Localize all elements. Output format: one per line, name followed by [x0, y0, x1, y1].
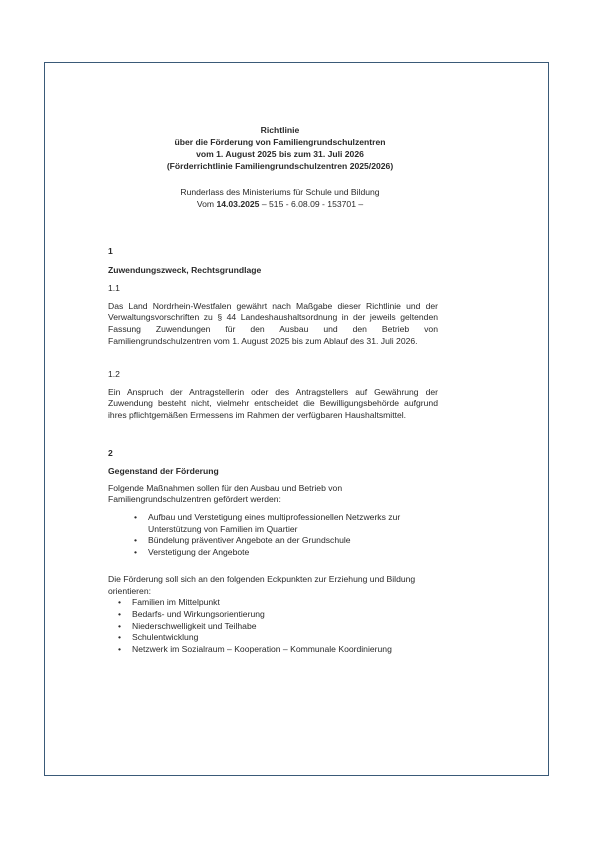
section-1-1-number: 1.1	[108, 283, 120, 294]
list-item: • Aufbau und Verstetigung eines multiprofessionellen Netzwerks zur Unterstützung von Familien im Quartier	[134, 511, 401, 534]
section-1-title: Zuwendungszweck, Rechtsgrundlage	[108, 264, 262, 275]
section-1-1-text: Das Land Nordrhein-Westfalen gewährt nach Maßgabe dieser Richtlinie und der Verwaltungsvorschriften zu § 44 Landeshaushaltsordnung in der jeweils geltenden Fassung Zuwendungen für den Ausbau und den Betrieb von Familiengrundschulzentren vom 1. August 2025 bis zum Ablauf des 31. Juli 2026.	[108, 300, 438, 346]
section-1-number: 1	[108, 246, 113, 256]
list-item: • Bedarfs- und Wirkungsorientierung	[118, 609, 265, 620]
subtitle-date: 14.03.2025	[216, 199, 260, 209]
bullet-icon: •	[134, 511, 138, 522]
subtitle-prefix: Vom	[196, 199, 217, 209]
list-item: • Niederschwelligkeit und Teilhabe	[118, 620, 257, 631]
document-page	[108, 124, 438, 655]
section-2-focus-intro: Die Förderung soll sich an den folgenden Eckpunkten zur Erziehung und Bildung orientieren:	[108, 574, 416, 596]
section-2-intro: Folgende Maßnahmen sollen für den Ausbau und Betrieb von Familiengrundschulzentren gefördert werden:	[108, 482, 343, 505]
title-line-2: über die Förderung von Familiengrundschulzentren	[174, 137, 386, 147]
bullet-icon: •	[134, 535, 138, 546]
subtitle-reference: – 515 - 6.08.09 - 153701 –	[259, 199, 364, 209]
document-title	[122, 124, 438, 172]
subtitle-line-2	[122, 198, 438, 210]
bullet-icon: •	[118, 632, 122, 643]
list-item: • Verstetigung der Angebote	[134, 546, 250, 557]
section-1-2-text: Ein Anspruch der Antragstellerin oder des Antragstellers auf Gewährung der Zuwendung besteht nicht, vielmehr entscheidet die Bewilligungsbehörde aufgrund ihres pflichtgemäßen Ermessens im Rahmen der verfügbaren Haushaltsmittel.	[108, 386, 438, 420]
bullet-icon: •	[118, 643, 122, 654]
list-item: • Bündelung präventiver Angebote an der Grundschule	[134, 535, 351, 546]
bullet-icon: •	[118, 620, 122, 631]
bullet-icon: •	[118, 609, 122, 620]
list-item: • Familien im Mittelpunkt	[118, 597, 220, 608]
focus-points-list	[108, 597, 438, 655]
bullet-icon: •	[134, 546, 138, 557]
section-2-title: Gegenstand der Förderung	[108, 466, 219, 477]
subtitle-line-1: Runderlass des Ministeriums für Schule und Bildung	[180, 187, 380, 197]
list-item: • Netzwerk im Sozialraum – Kooperation – Kommunale Koordinierung	[118, 643, 392, 654]
title-line-3: vom 1. August 2025 bis zum 31. Juli 2026	[196, 149, 364, 159]
list-item: • Schulentwicklung	[118, 632, 199, 643]
section-2-number: 2	[108, 447, 113, 458]
measures-list	[108, 512, 438, 558]
document-subtitle	[122, 186, 438, 210]
title-line-4: (Förderrichtlinie Familiengrundschulzentren 2025/2026)	[166, 161, 394, 171]
title-line-1: Richtlinie	[260, 125, 300, 135]
section-1-2-number: 1.2	[108, 369, 120, 380]
bullet-icon: •	[118, 597, 122, 608]
